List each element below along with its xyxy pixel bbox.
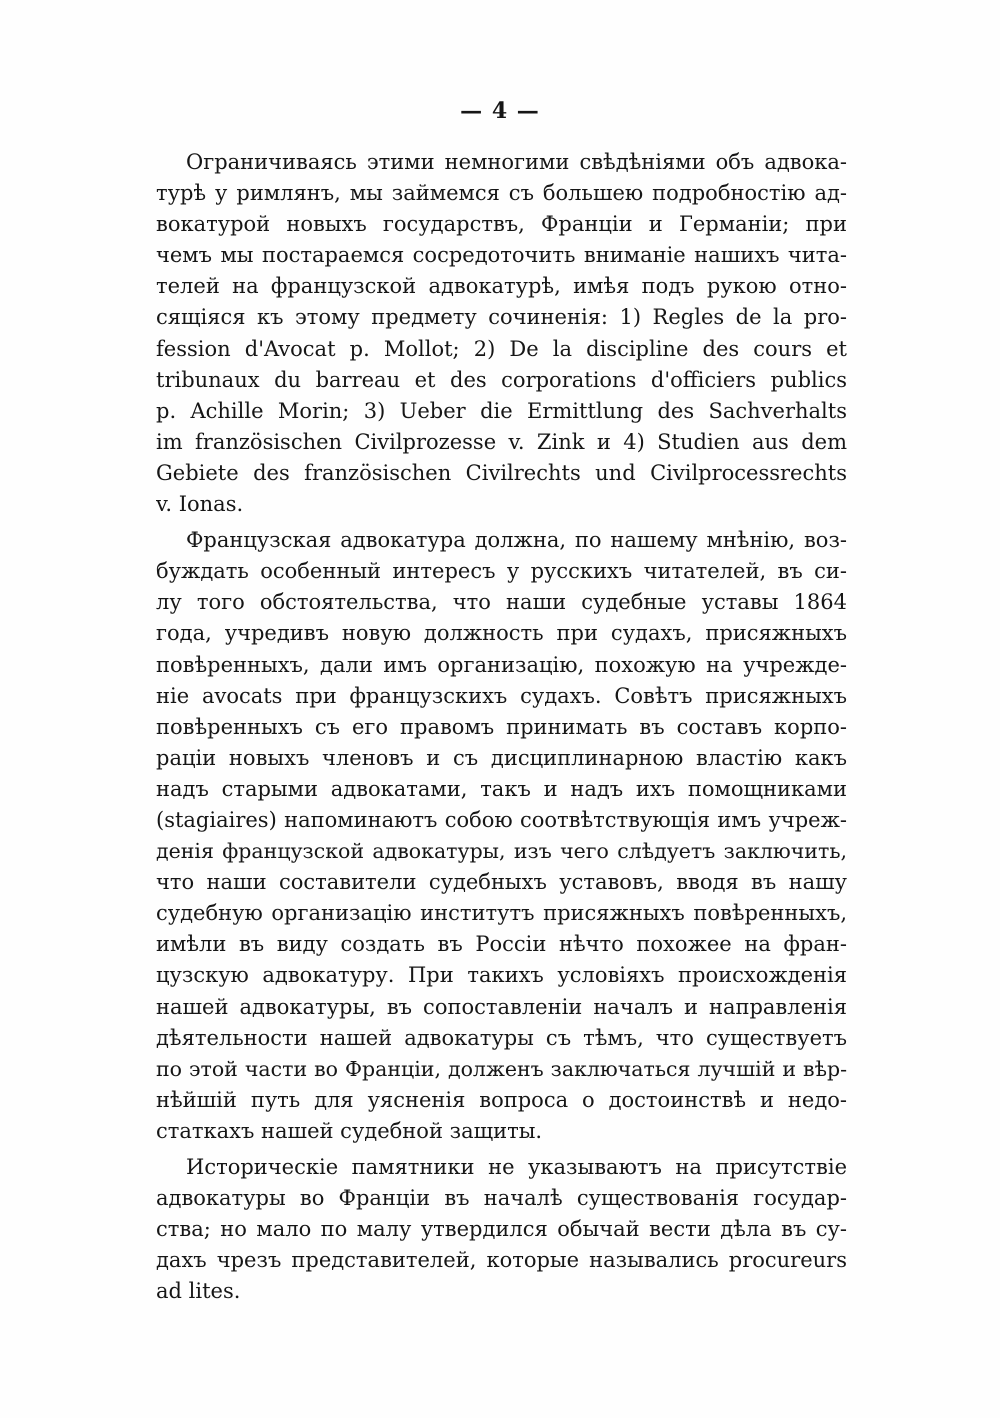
text-line: im französischen Civilprozesse v. Zink и 4) Studien aus dem bbox=[156, 429, 847, 454]
text-line: статкахъ нашей судебной защиты. bbox=[156, 1118, 543, 1143]
text-line: лу того обстоятельства, что наши судебные уставы 1864 bbox=[156, 590, 847, 615]
text-line: p. Achille Morin; 3) Ueber die Ermittlung des Sachverhalts bbox=[156, 398, 847, 423]
text-line: надъ старыми адвокатами, такъ и надъ ихъ помощниками bbox=[156, 776, 847, 801]
text-line: ніе avocats при французскихъ судахъ. Совѣтъ присяжныхъ bbox=[156, 683, 847, 708]
text-line: турѣ у римлянъ, мы займемся съ большею подробностію ад- bbox=[156, 181, 847, 206]
text-line: fession d'Avocat p. Mollot; 2) De la discipline des cours et bbox=[156, 336, 847, 361]
text-line: имѣли въ виду создать въ Россіи нѣчто похожее на фран- bbox=[156, 932, 847, 957]
text-line: v. Ionas. bbox=[156, 492, 244, 517]
paragraph-2 bbox=[156, 525, 847, 1147]
text-line: раціи новыхъ членовъ и съ дисциплинарною властію какъ bbox=[156, 745, 847, 770]
text-line: чемъ мы постараемся сосредоточить вниманіе нашихъ чита- bbox=[156, 243, 847, 268]
text-line: года, учредивъ новую должность при судахъ, присяжныхъ bbox=[156, 621, 847, 646]
text-line: Историческіе памятники не указываютъ на присутствіе bbox=[186, 1155, 847, 1179]
text-line: повѣренныхъ, дали имъ организацію, похожую на учрежде- bbox=[156, 652, 847, 677]
paragraph-1 bbox=[156, 147, 847, 520]
text-line: дахъ чрезъ представителей, которые назывались procureurs bbox=[156, 1248, 847, 1273]
text-line: повѣренныхъ съ его правомъ принимать въ составъ корпо- bbox=[156, 714, 847, 739]
text-line: денія французской адвокатуры, изъ чего слѣдуетъ заключить, bbox=[156, 839, 847, 864]
text-line: Французская адвокатура должна, по нашему мнѣнію, воз- bbox=[186, 528, 847, 553]
text-line: вокатурой новыхъ государствъ, Франціи и Германіи; при bbox=[156, 212, 847, 237]
text-line: адвокатуры во Франціи въ началѣ существованія государ- bbox=[156, 1186, 847, 1211]
text-line: Gebiete des französischen Civilrechts und Civilprocessrechts bbox=[156, 460, 847, 485]
text-line: ad lites. bbox=[156, 1279, 241, 1304]
text-line: ства; но мало по малу утвердился обычай вести дѣла въ су- bbox=[156, 1217, 847, 1242]
text-line: телей на французской адвокатурѣ, имѣя подъ рукою отно- bbox=[156, 274, 847, 299]
text-line: судебную организацію институтъ присяжныхъ повѣренныхъ, bbox=[156, 901, 847, 926]
text-line: нашей адвокатуры, въ сопоставленіи началъ и направленія bbox=[156, 994, 847, 1019]
text-line: буждать особенный интересъ у русскихъ читателей, въ си- bbox=[156, 559, 847, 584]
text-line: что наши составители судебныхъ уставовъ, вводя въ нашу bbox=[156, 870, 847, 895]
text-line: Ограничиваясь этими немногими свѣдѣніями объ адвока- bbox=[186, 150, 847, 174]
text-line: tribunaux du barreau et des corporations d'officiers publics bbox=[156, 367, 847, 392]
body-text bbox=[156, 147, 847, 1312]
paragraph-3 bbox=[156, 1152, 847, 1307]
text-line: по этой части во Франціи, долженъ заключаться лучшій и вѣр- bbox=[156, 1056, 847, 1081]
text-line: сящіяся къ этому предмету сочиненія: 1) Regles de la pro- bbox=[156, 305, 847, 330]
text-line: нѣйшій путь для уясненія вопроса о достоинствѣ и недо- bbox=[156, 1087, 847, 1112]
text-line: цузскую адвокатуру. При такихъ условіяхъ происхожденія bbox=[156, 963, 847, 988]
text-line: (stagiaires) напоминаютъ собою соотвѣтствующія имъ учреж- bbox=[156, 807, 847, 832]
page-number: — 4 — bbox=[460, 98, 540, 124]
text-line: дѣятельности нашей адвокатуры съ тѣмъ, что существуетъ bbox=[156, 1025, 847, 1050]
